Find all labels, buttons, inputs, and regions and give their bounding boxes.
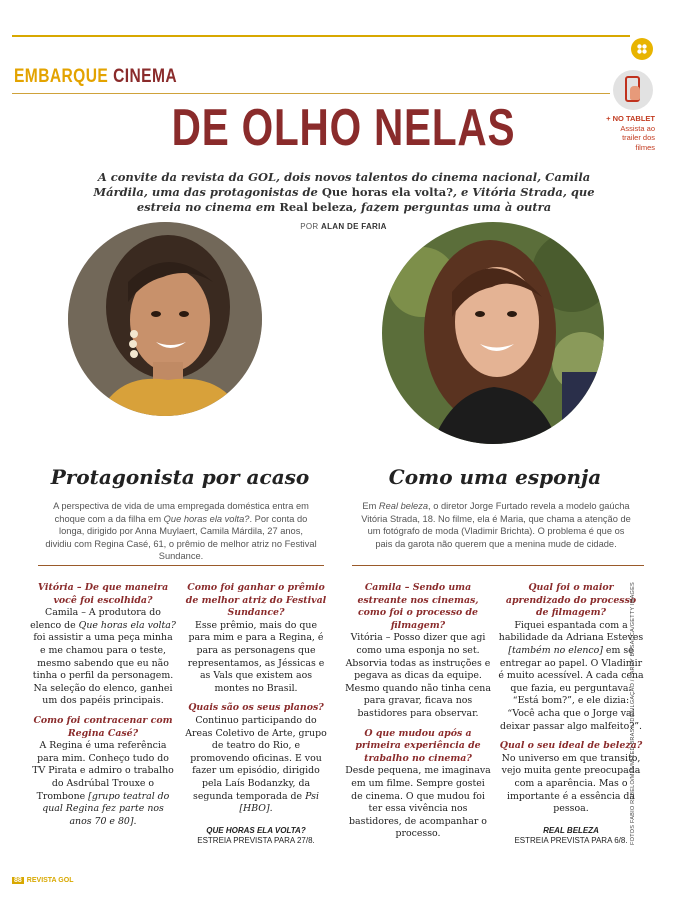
- left-rule: [38, 565, 324, 566]
- byline: POR ALAN DE FARIA: [300, 222, 387, 231]
- portrait-vitoria: [382, 222, 604, 444]
- section-primary: EMBARQUE: [14, 66, 109, 87]
- question: Qual foi o maior aprendizado do processo de filmagem?: [505, 582, 637, 619]
- page-number: 88: [14, 877, 22, 884]
- right-rule: [352, 565, 644, 566]
- right-heading: Como uma esponja: [388, 465, 602, 489]
- intro-text: A convite da revista da GOL, dois novos talentos do cinema nacional, Camila Márdila, uma das protagonistas de Que horas ela volta?, e Vitória Strada, que estreia no cinema em Real beleza, fazem perguntas uma à outra: [93, 170, 595, 214]
- question: Como foi contracenar com Regina Casé?: [33, 714, 173, 739]
- tablet-promo: [605, 114, 655, 152]
- page-title: DE OLHO NELAS: [171, 99, 516, 157]
- section-label: [14, 66, 177, 88]
- portrait-camila: [68, 222, 262, 416]
- right-lead: Em Real beleza, o diretor Jorge Furtado revela a modelo gaúcha Vitória Strada, 18. No filme, ela é Maria, que chama a atenção de um fotógrafo de moda (Vladimir Brichta). O problema é que os pais da garota não querem que a menina mude de cidade.: [361, 501, 631, 549]
- page-footer: [12, 877, 73, 884]
- left-lead: A perspectiva de vida de uma empregada doméstica entra em choque com a da filha em Que horas ela volta?. Por conta do longa, dirigido por Anna Muylaert, Camila Márdila, 27 anos, dividiu com Regina Casé, 61, o prêmio de melhor atriz no Festival Sundance.: [45, 501, 317, 562]
- right-col-2: Qual foi o maior aprendizado do processo de filmagem? Fiquei espantada com a habilidade da Adriana Esteves [também no elenco] em se entregar ao papel. O Vladimir é muito acessível. A cada cena que fazia, eu perguntava: “Está bom?”, e ele dizia: “Você acha que o Jorge vai deixar passar algo malfeito?”. Qual o seu ideal de beleza? No universo em que transito, vejo muita gente preocupada com a aparência. Mas o importante é a essência da pessoa.: [498, 582, 644, 815]
- tablet-touch-icon[interactable]: [613, 70, 653, 110]
- left-heading: Protagonista por acaso: [50, 465, 310, 489]
- question: Quais são os seus planos?: [188, 702, 324, 714]
- question: Vitória – De que maneira você foi escolhida?: [37, 582, 169, 606]
- left-col-1: Vitória – De que maneira você foi escolhida? Camila – A produtora do elenco de Que horas ela volta? foi assistir a uma peça minha e me chamou para o teste, mesmo sabendo que eu não tinha o perfil da personagem. Na seleção do elenco, ganhei um dos papéis principais. Como foi contracenar com Regina Casé? A Regina é uma referência para mim. Conheço tudo do TV Pirata e admiro o trabalho do Asdrúbal Trouxe o Trombone [grupo teatral do qual Regina fez parte nos anos 70 e 80].: [30, 582, 176, 827]
- question: Qual o seu ideal de beleza?: [499, 740, 643, 752]
- question: Camila – Sendo uma estreante nos cinemas, como foi o processo de filmagem?: [357, 582, 479, 631]
- tablet-promo-text: Assista ao trailer dos filmes: [620, 123, 655, 152]
- question: O que mudou após a primeira experiência de trabalho no cinema?: [355, 727, 481, 764]
- section-rule: [12, 93, 610, 94]
- left-release-note: QUE HORAS ELA VOLTA? ESTREIA PREVISTA PARA 27/8.: [197, 826, 315, 845]
- magazine-name: REVISTA GOL: [26, 877, 74, 884]
- question: Como foi ganhar o prêmio de melhor atriz do Festival Sundance?: [185, 582, 327, 619]
- section-secondary: CINEMA: [113, 66, 178, 87]
- grid-icon: [631, 38, 653, 60]
- left-col-2: Como foi ganhar o prêmio de melhor atriz do Festival Sundance? Esse prêmio, mais do que para mim e para a Regina, é para as personagens que representamos, as Jéssicas e as Vals que existem aos montes no Brasil. Quais são os seus planos? Continuo participando do Areas Coletivo de Arte, grupo de teatro do Rio, e promovendo oficinas. E vou fazer um episódio, dirigido pela Laís Bodanzky, da segunda temporada de Psi [HBO].: [185, 582, 327, 815]
- byline-author: ALAN DE FARIA: [321, 222, 387, 231]
- top-rule: [12, 35, 630, 37]
- photo-credit: FOTOS FABIO REBELO/M15/MIXED BRASIL/DIVULGAÇÃO / LARRY BUSACCA/GETTY IMAGES: [630, 582, 636, 845]
- right-release-note: REAL BELEZA ESTREIA PREVISTA PARA 6/8.: [514, 826, 628, 845]
- right-col-1: Camila – Sendo uma estreante nos cinemas, como foi o processo de filmagem? Vitória – Posso dizer que agi como uma esponja no set. Absorvia todas as instruções e pegava as dicas da equipe. Mesmo quando não tinha cena para gravar, ficava nos bastidores para observar. O que mudou após a primeira experiência de trabalho no cinema? Desde pequena, me imaginava em um filme. Sempre gostei de cinema. O que mudou foi ter essa vivência nos bastidores, de acompanhar o processo.: [345, 582, 491, 840]
- tablet-promo-label: + NO TABLET: [606, 114, 655, 123]
